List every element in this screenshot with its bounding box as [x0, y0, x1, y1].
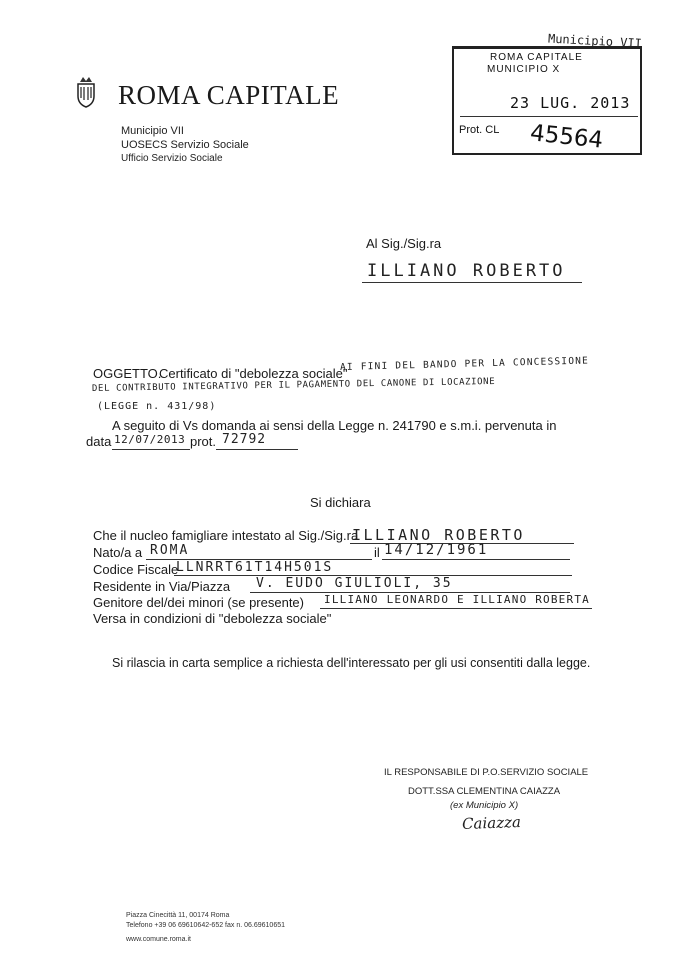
subject-handwritten-3: (LEGGE n. 431/98)	[97, 401, 217, 412]
subject-handwritten-2: DEL CONTRIBUTO INTEGRATIVO PER IL PAGAMENTO DEL CANONE DI LOCAZIONE	[91, 376, 496, 394]
signer-name: DOTT.SSA CLEMENTINA CAIAZZA	[408, 786, 561, 797]
fiscal-code-value: LLNRRT61T14H501S	[176, 560, 334, 575]
subject-printed: Certificato di "debolezza sociale"	[159, 366, 348, 381]
minors-label: Genitore del/dei minori (se presente)	[93, 595, 304, 610]
office-line-1: Municipio VII	[121, 125, 184, 137]
footer-address: Piazza Cinecittà 11, 00174 Roma	[126, 912, 230, 919]
subject-label: OGGETTO.	[93, 366, 162, 381]
stamp-line-1: ROMA CAPITALE	[490, 52, 583, 63]
stamp-prot-label: Prot. CL	[459, 124, 500, 136]
fiscal-code-label: Codice Fiscale	[93, 562, 179, 577]
born-value: ROMA	[150, 543, 190, 558]
born-date-value: 14/12/1961	[384, 542, 489, 558]
signer-note: (ex Municipio X)	[450, 800, 519, 811]
address-label: Residente in Via/Piazza	[93, 579, 231, 594]
declaration-heading: Si dichiara	[310, 495, 371, 510]
condition-line: Versa in condizioni di "debolezza sociale"	[93, 611, 332, 626]
brand-name: ROMA CAPITALE	[118, 80, 340, 110]
address-value: V. EUDO GIULIOLI, 35	[256, 576, 453, 591]
request-line: A seguito di Vs domanda ai sensi della Legge n. 241790 e s.m.i. pervenuta in	[112, 418, 557, 433]
nucleus-value: ILLIANO ROBERTO	[352, 526, 525, 544]
stamp-line-2: MUNICIPIO X	[487, 64, 561, 75]
office-line-3: Ufficio Servizio Sociale	[121, 153, 223, 164]
stamp-handwritten-note: Municipio VII	[547, 31, 643, 51]
recipient-label: Al Sig./Sig.ra	[366, 236, 442, 251]
born-date-label: il	[374, 545, 380, 560]
request-date-value: 12/07/2013	[114, 433, 186, 446]
born-label: Nato/a a	[93, 545, 143, 560]
signer-role: IL RESPONSABILE DI P.O.SERVIZIO SOCIALE	[384, 767, 589, 778]
footer-phone: Telefono +39 06 69610642-652 fax n. 06.69610651	[126, 922, 286, 929]
minors-value: ILLIANO LEONARDO E ILLIANO ROBERTA	[324, 593, 590, 606]
footer-website[interactable]: www.comune.roma.it	[126, 936, 191, 943]
request-prot-label: prot.	[190, 434, 217, 449]
closing-statement: Si rilascia in carta semplice a richiesta dell'interessato per gli usi consentiti dalla legge.	[112, 656, 591, 670]
request-prot-value: 72792	[222, 432, 267, 447]
recipient-name: ILLIANO ROBERTO	[367, 261, 566, 281]
roma-crest-icon	[76, 76, 96, 108]
stamp-date: 23 LUG. 2013	[510, 94, 631, 112]
stamp-prot-number: 45564	[528, 120, 605, 154]
office-line-2: UOSECS Servizio Sociale	[121, 139, 249, 151]
subject-handwritten-1: AI FINI DEL BANDO PER LA CONCESSIONE	[339, 355, 590, 373]
signature-scribble: Caiazza	[461, 812, 522, 834]
request-date-label: data	[86, 434, 112, 449]
nucleus-label: Che il nucleo famigliare intestato al Sig./Sig.ra	[93, 528, 359, 543]
